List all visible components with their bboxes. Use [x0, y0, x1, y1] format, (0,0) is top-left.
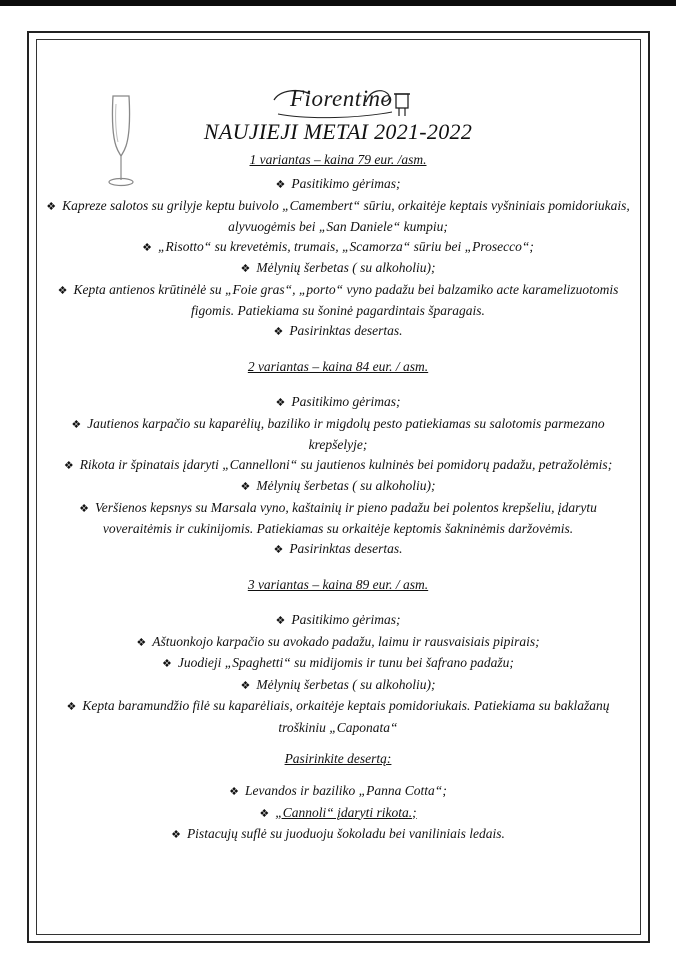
variant-3-heading: 3 variantas – kaina 89 eur. / asm. [247, 577, 429, 592]
logo-wordmark: Fiorentino [290, 86, 393, 111]
menu-item: ❖ Mėlynių šerbetas ( su alkoholiu); [240, 260, 436, 275]
bullet-icon: ❖ [229, 786, 240, 798]
bullet-icon: ❖ [171, 829, 181, 841]
dessert-heading: Pasirinkite desertą: [284, 751, 392, 766]
bullet-icon: ❖ [142, 241, 152, 254]
bullet-icon: ❖ [240, 481, 251, 493]
bullet-icon: ❖ [162, 658, 172, 670]
menu-item: ❖ Pistacujų suflė su juoduoju šokoladu bei vaniliniais ledais. [171, 826, 505, 841]
menu-item: ❖ Kepta baramundžio filė su kaparėliais, orkaitėje keptais pomidoriukais. Patiekiama su baklažanų troškiniu „Caponata“ [66, 698, 610, 735]
menu-content [40, 118, 636, 846]
bullet-icon: ❖ [275, 615, 286, 627]
top-edge-bar [0, 0, 676, 6]
variant-2-heading: 2 variantas – kaina 84 eur. / asm. [247, 359, 429, 374]
menu-item: ❖ Pasirinktas desertas. [273, 540, 403, 556]
bullet-icon: ❖ [275, 179, 286, 191]
bullet-icon: ❖ [79, 502, 89, 515]
page-title: NAUJIEJI METAI 2021-2022 [203, 119, 473, 144]
variant-1-heading: 1 variantas – kaina 79 eur. /asm. [249, 152, 427, 167]
menu-item: ❖ Mėlynių šerbetas ( su alkoholiu); [240, 478, 436, 493]
menu-item: ❖ Kapreze salotos su grilyje keptu buivolo „Camembert“ sūriu, orkaitėje keptais vyšniniais pomidoriukais, alyvuogėmis bei „San Daniele“ kumpiu; [46, 197, 630, 234]
bullet-icon: ❖ [275, 397, 286, 409]
menu-item: ❖ Aštuonkojo karpačio su avokado padažu, laimu ir rausvaisiais pipirais; [136, 633, 540, 649]
menu-item: ❖ Kepta antienos krūtinėlė su „Foie gras“, „porto“ vyno padažu bei balzamiko acte karamelizuotomis figomis. Patiekiama su šoninė pagardintais šparagais. [57, 281, 619, 318]
bullet-icon: ❖ [273, 543, 284, 556]
menu-item: ❖ Pasirinktas desertas. [273, 322, 403, 338]
menu-item: ❖ Juodieji „Spaghetti“ su midijomis ir tunu bei šafrano padažu; [162, 655, 514, 670]
bullet-icon: ❖ [46, 200, 57, 213]
bullet-icon: ❖ [63, 459, 74, 472]
bullet-icon: ❖ [240, 263, 251, 275]
menu-item: ❖ Levandos ir baziliko „Panna Cotta“; [229, 783, 447, 798]
variant-2-section [40, 357, 636, 560]
variant-1-section [40, 150, 636, 342]
bullet-icon: ❖ [240, 679, 251, 692]
menu-item: ❖ Pasitikimo gėrimas; [275, 394, 401, 409]
bullet-icon: ❖ [57, 284, 68, 297]
menu-item: ❖ „Risotto“ su krevetėmis, trumais, „Scamorza“ sūriu bei „Prosecco“; [142, 238, 534, 254]
menu-item: ❖ „Cannoli“ įdaryti rikota.; [259, 804, 417, 820]
bullet-icon: ❖ [273, 325, 284, 338]
bullet-icon: ❖ [66, 701, 77, 713]
bullet-icon: ❖ [71, 418, 82, 431]
dessert-section [40, 749, 636, 846]
menu-item: ❖ Pasitikimo gėrimas; [275, 176, 401, 191]
variant-3-section [40, 575, 636, 737]
menu-item: ❖ Rikota ir špinatais įdaryti „Cannelloni“ su jautienos kulninės bei pomidorų padažu, petražolėmis; [63, 456, 613, 472]
menu-item: ❖ Jautienos karpačio su kaparėlių, baziliko ir migdolų pesto patiekiamas su salotomis parmezano krepšelyje; [71, 415, 605, 452]
bullet-icon: ❖ [136, 636, 147, 649]
bullet-icon: ❖ [259, 807, 270, 820]
menu-item: ❖ Mėlynių šerbetas ( su alkoholiu); [240, 676, 436, 692]
menu-item: ❖ Pasitikimo gėrimas; [275, 612, 401, 627]
menu-item: ❖ Veršienos kepsnys su Marsala vyno, kaštainių ir pieno padažu bei polentos krepšeliu, įdarytu voveraitėmis ir cukinijomis. Patiekiamas su orkaitėje keptomis šakninėmis daržovėmis. [79, 499, 597, 536]
